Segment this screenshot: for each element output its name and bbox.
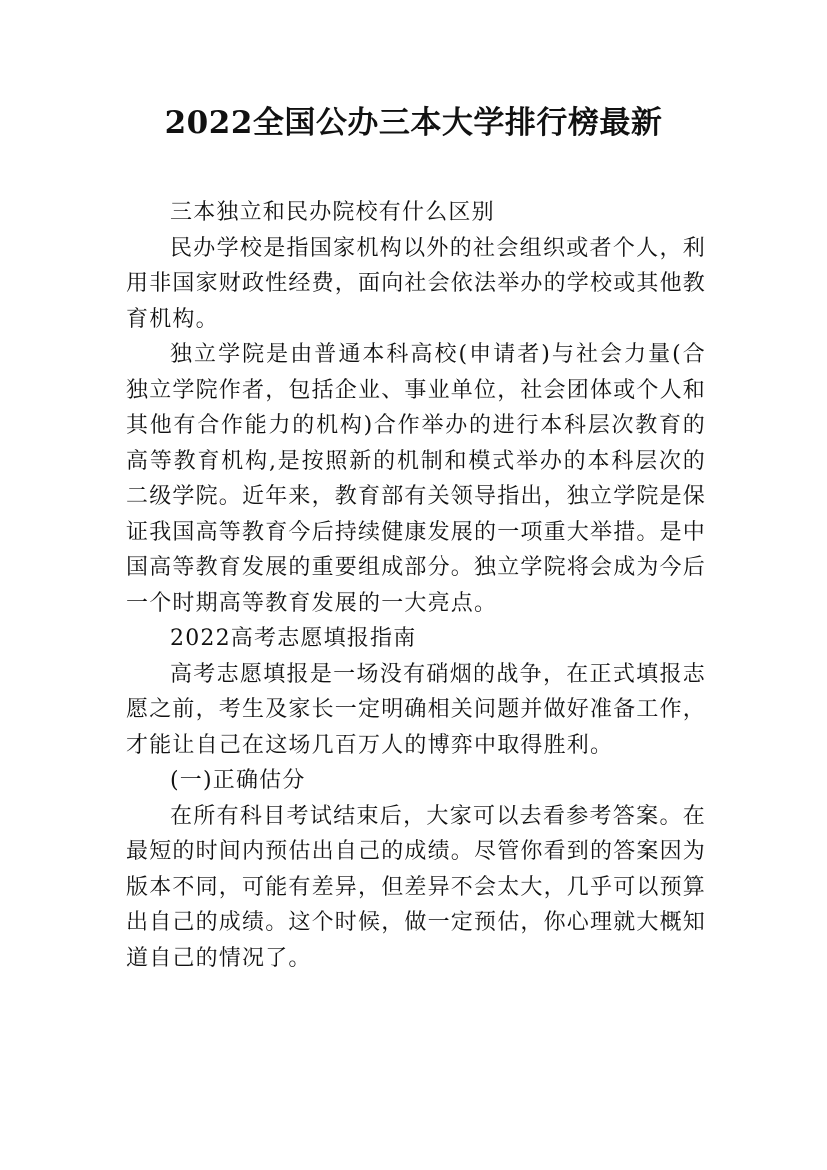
paragraph-private-schools: 民办学校是指国家机构以外的社会组织或者个人，利用非国家财政性经费，面向社会依法举办的学校或其他教育机构。 [126, 235, 707, 332]
section-heading-estimate: (一)正确估分 [170, 768, 306, 793]
paragraph-estimate-score: 在所有科目考试结束后，大家可以去看参考答案。在最短的时间内预估出自己的成绩。尽管你看到的答案因为版本不同，可能有差异，但差异不会太大，几乎可以预算出自己的成绩。这个时候，做一定预估，你心理就大概知道自己的情况了。 [126, 803, 707, 971]
section-heading-difference: 三本独立和民办院校有什么区别 [170, 200, 495, 225]
document-title: 2022全国公办三本大学排行榜最新 [164, 105, 663, 141]
paragraph-guide-intro: 高考志愿填报是一场没有硝烟的战争，在正式填报志愿之前，考生及家长一定明确相关问题并做好准备工作，才能让自己在这场几百万人的博弈中取得胜利。 [126, 661, 707, 758]
paragraph-independent-colleges: 独立学院是由普通本科高校(申请者)与社会力量(合独立学院作者，包括企业、事业单位，社会团体或个人和其他有合作能力的机构)合作举办的进行本科层次教育的高等教育机构,是按照新的机制和模式举办的本科层次的二级学院。近年来，教育部有关领导指出，独立学院是保证我国高等教育今后持续健康发展的一项重大举措。是中国高等教育发展的重要组成部分。独立学院将会成为今后一个时期高等教育发展的一大亮点。 [126, 342, 707, 616]
section-heading-guide: 2022高考志愿填报指南 [170, 626, 417, 651]
document-body [126, 195, 706, 976]
